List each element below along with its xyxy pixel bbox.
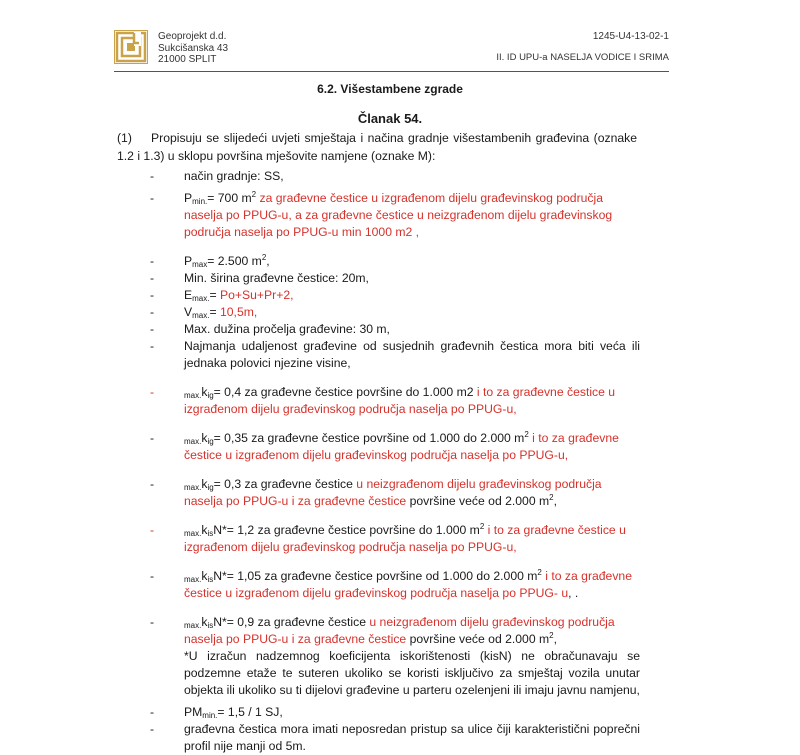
list-item-kig-03 [150,476,640,510]
company-street: Sukcišanska 43 [158,42,229,54]
item-tail: površine veće od 2.000 m [406,632,550,646]
amended-text: u neizgrađenom dijelu građevinskog područja naselja po PPUG-u i za građevne čestice [184,615,615,646]
item-tail: , [553,494,557,508]
list-dash: - [150,431,155,445]
item-text: = 0,3 za građevne čestice [213,477,357,491]
list-dash: - [150,523,155,537]
amended-text: u neizgrađenom dijelu građevinskog područja naselja po PPUG-u i za građevne čestice [184,477,602,508]
symbol: k [201,569,208,583]
item-text: Min. širina građevne čestice: 20m, [184,271,369,285]
amended-text: i to za građevne čestice u izgrađenom dijelu građevinskog područja naselja po PPUG-u, [184,431,619,462]
symbol-subscript: is [207,575,214,584]
item-text: = 0,35 za građevne čestice površine od 1.000 do 2.000 m [213,431,525,445]
amended-text: i to za građevne čestice u izgrađenom dijelu građevinskog područja naselja po PPUG- u [184,569,632,600]
list-dash: - [150,169,155,183]
document-code: 1245-U4-13-02-1 [592,31,669,42]
symbol-subscript: is [207,621,214,630]
item-text: = 1,05 za građevne čestice površine od 1.000 do 2.000 m [226,569,538,583]
list-dash: - [150,615,155,629]
list-item-facade-length [150,321,640,338]
list-dash: - [150,191,155,205]
symbol: N* [213,569,227,583]
intro-paragraph [117,130,637,165]
symbol: k [201,431,208,445]
item-text: način gradnje: SS, [184,169,284,183]
item-text: *U izračun nadzemnog koeficijenta iskorištenosti (kisN) ne obračunavaju se podzemne etaže te suteren ukoliko se koristi isključivo za smještaj vozila unutar objekta ili ukoliko su ti dijelovi građevine u parteru ozelenjeni ili imaju javnu namjenu, [184,649,640,697]
amended-text: i to za građevne čestice u izgrađenom dijelu građevinskog područja naselja po PPUG-u, [184,523,626,554]
article-title: Članak 54. [357,111,423,126]
list-item-kig-04 [150,384,640,418]
item-tail: , [266,254,270,268]
superscript: 2 [261,253,267,262]
symbol-subscript: min. [192,197,208,206]
symbol-subscript: max. [192,294,210,303]
symbol-subscript: max. [184,437,202,446]
list-dash: - [150,288,155,302]
list-item-emax [150,287,640,304]
superscript: 2 [549,631,554,640]
symbol: k [201,523,208,537]
amended-text: i to za građevne čestice u izgrađenom dijelu građevinskog područja naselja po PPUG-u, [184,385,616,416]
item-text: Najmanja udaljenost građevine od susjednih građevnih čestica mora biti veća ili jednaka polovici njezine visine, [184,339,640,370]
list-dash: - [150,305,155,319]
symbol-subscript: max. [184,575,202,584]
list-dash: - [150,477,155,491]
paragraph-number: (1) [117,131,132,145]
symbol-subscript: max [192,260,208,269]
list-dash: - [150,722,155,736]
symbol-subscript: ig [207,391,214,400]
section-title: 6.2. Višestambene zgrade [317,82,463,96]
list-item-vmax [150,304,640,321]
symbol-subscript: ig [207,483,214,492]
list-dash: - [150,254,155,268]
list-dash: - [150,339,155,353]
superscript: 2 [537,568,542,577]
superscript: 2 [479,522,485,531]
symbol-subscript: max. [184,529,202,538]
amended-text: za građevne čestice u izgrađenom dijelu građevinskog područja naselja po PPUG-u, a za građevne čestice u neizgrađenom dijelu građevinskog područja naselja po PPUG-u min 1000 m2 , [184,191,613,239]
symbol: P [184,254,193,268]
symbol-subscript: max. [184,621,202,630]
symbol: V [184,305,193,319]
symbol: E [184,288,193,302]
list-item-kig-035 [150,430,640,464]
list-dash: - [150,569,155,583]
item-text: Max. dužina pročelja građevine: 30 m, [184,322,390,336]
item-text: = 0,9 za građevne čestice [226,615,370,629]
symbol-subscript: ig [207,437,214,446]
list-item-kisn-12 [150,522,640,556]
conditions-list [150,168,640,755]
item-value: = [209,305,220,319]
symbol: N* [213,523,227,537]
header-divider [114,71,669,72]
company-address [158,31,228,66]
list-item-pmax [150,253,640,270]
company-name: Geoprojekt d.d. [158,31,227,42]
superscript: 2 [251,190,257,199]
item-tail: površine veće od 2.000 m [406,494,550,508]
item-text: = 0,4 za građevne čestice površine do 1.000 m2 [213,385,474,399]
symbol-subscript: min. [202,711,218,720]
item-value: = 2.500 m [207,254,262,268]
superscript: 2 [549,493,554,502]
list-item-parking [150,704,640,721]
list-item-construction-type [150,168,640,185]
intro-text: Propisuju se slijedeći uvjeti smještaja i načina gradnje višestambenih građevina (oznake 1.2 i 1.3) u sklopu površina mješovite namjene (oznake M): [117,131,637,163]
list-item-kisn-note [150,648,640,699]
item-tail: , [553,632,557,646]
superscript: 2 [524,430,529,439]
item-value: = [209,288,220,302]
item-tail: , . [568,586,579,600]
symbol-subscript: max. [192,311,210,320]
company-city: 21000 SPLIT [158,54,217,65]
symbol: PM [184,705,203,719]
symbol: N* [213,615,227,629]
symbol: k [201,477,208,491]
amended-text: 10,5m, [220,305,258,319]
symbol-subscript: max. [184,483,202,492]
list-item-access [150,721,640,755]
amended-text: Po+Su+Pr+2, [220,288,294,302]
symbol: k [201,615,208,629]
symbol: P [184,191,193,205]
list-item-kisn-09 [150,614,640,648]
list-item-min-width [150,270,640,287]
item-text: = 1,2 za građevne čestice površine do 1.000 m [226,523,480,537]
list-item-pmin [150,190,640,241]
list-dash: - [150,322,155,336]
list-dash: - [150,271,155,285]
list-dash: - [150,385,155,399]
symbol-subscript: max. [184,391,202,400]
list-item-distance [150,338,640,372]
list-item-kisn-105 [150,568,640,602]
item-value: = 700 m [207,191,252,205]
symbol: k [201,385,208,399]
geoprojekt-logo-icon [114,30,148,64]
document-title: II. ID UPU-a NASELJA VODICE I SRIMA [496,52,669,63]
item-value: = 1,5 / 1 SJ, [217,705,283,719]
symbol-subscript: is [207,529,214,538]
list-dash: - [150,705,155,719]
item-text: građevna čestica mora imati neposredan pristup sa ulice čiji karakteristični poprečni profil nije manji od 5m. [184,722,640,753]
